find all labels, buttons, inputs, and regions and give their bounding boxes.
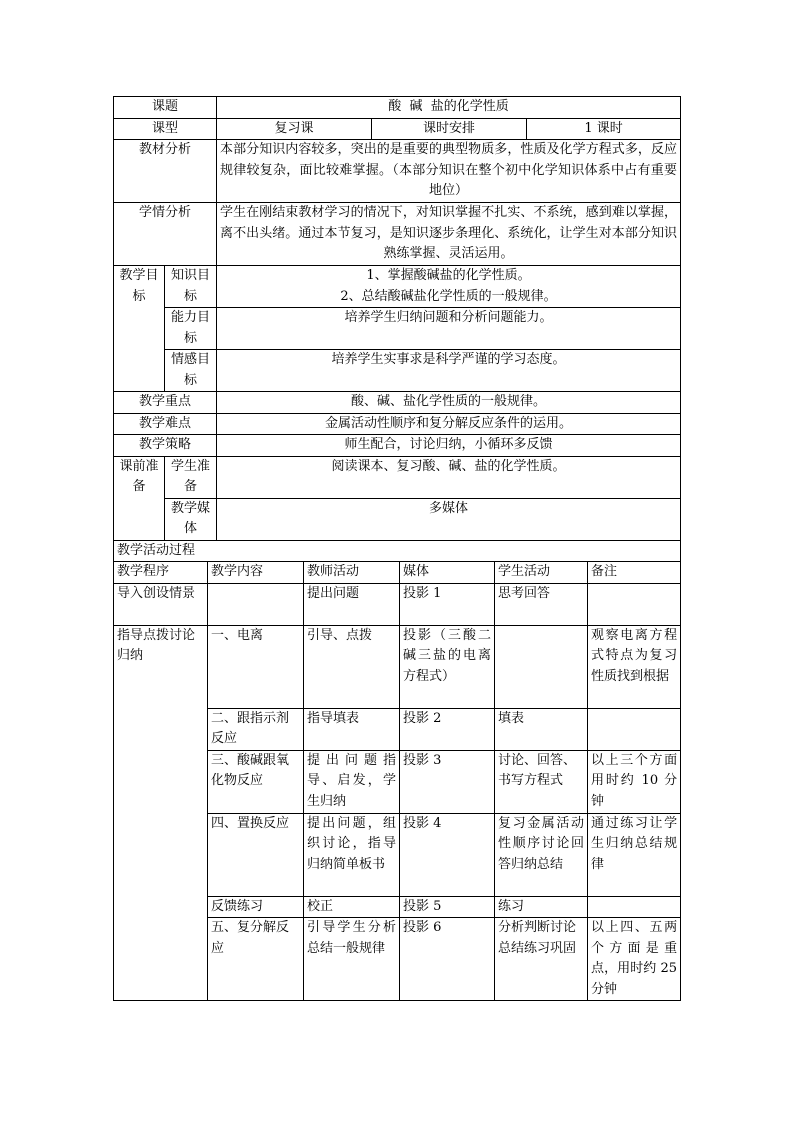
- ability-label: 能力目标: [165, 308, 217, 350]
- header-program: 教学程序: [114, 562, 208, 584]
- row-teacher: 提出问题指导、启发，学生归纳: [304, 750, 400, 813]
- students-label: 学情分析: [114, 203, 217, 266]
- process-table: [113, 540, 681, 1002]
- knowledge-value: [217, 266, 681, 308]
- header-media: 媒体: [400, 562, 495, 584]
- row-teacher: 引导、点拨: [304, 625, 400, 708]
- textbook-label: 教材分析: [114, 140, 217, 203]
- row-teacher: 指导填表: [304, 708, 400, 750]
- process-title-row: [114, 540, 681, 562]
- table-row: [114, 583, 681, 625]
- row-teacher: 校正: [304, 896, 400, 918]
- row-note: [588, 583, 681, 625]
- table-row: [114, 625, 681, 708]
- student-prep-value: 阅读课本、复习酸、碱、盐的化学性质。: [217, 456, 681, 498]
- difficulty-label: 教学难点: [114, 413, 217, 435]
- row-media: 投影 3: [400, 750, 495, 813]
- ability-value: 培养学生归纳问题和分析问题能力。: [217, 308, 681, 350]
- lesson-plan-page: [113, 96, 680, 1001]
- key-value: 酸、碱、盐化学性质的一般规律。: [217, 392, 681, 414]
- row-content: 四、置换反应: [208, 813, 304, 896]
- row-content: 三、酸碱跟氧化物反应: [208, 750, 304, 813]
- teaching-media-row: [114, 498, 681, 540]
- row-note: [588, 896, 681, 918]
- process-title: 教学活动过程: [114, 540, 681, 562]
- knowledge-line-1: 1、掌握酸碱盐的化学性质。: [366, 268, 531, 283]
- strategy-value: 师生配合，讨论归纳，小循环多反馈: [217, 435, 681, 457]
- type-value: 复习课: [217, 118, 372, 140]
- difficulty-value: 金属活动性顺序和复分解反应条件的运用。: [217, 413, 681, 435]
- header-teacher: 教师活动: [304, 562, 400, 584]
- row-student: 思考回答: [495, 583, 588, 625]
- row-program: 指导点拨讨论归纳: [114, 625, 208, 1001]
- row-student: 复习金属活动性顺序讨论回答归纳总结: [495, 813, 588, 896]
- process-header-row: [114, 562, 681, 584]
- header-content: 教学内容: [208, 562, 304, 584]
- type-row: [114, 118, 681, 140]
- row-student: [495, 625, 588, 708]
- row-media: 投影 2: [400, 708, 495, 750]
- row-content: 五、复分解反应: [208, 918, 304, 1001]
- row-content: 二、跟指示剂反应: [208, 708, 304, 750]
- header-student: 学生活动: [495, 562, 588, 584]
- row-media: 投影（三酸二碱三盐的电离方程式）: [400, 625, 495, 708]
- topic-value: 酸 碱 盐的化学性质: [217, 97, 681, 119]
- students-row: [114, 203, 681, 266]
- textbook-value: 本部分知识内容较多，突出的是重要的典型物质多，性质及化学方程式多，反应规律较复杂，面比较难掌握。（本部分知识在整个初中化学知识体系中占有重要地位）: [217, 140, 681, 203]
- strategy-label: 教学策略: [114, 435, 217, 457]
- row-media: 投影 5: [400, 896, 495, 918]
- student-prep-label: 学生准备: [165, 456, 217, 498]
- knowledge-label: 知识目标: [165, 266, 217, 308]
- row-note: [588, 708, 681, 750]
- knowledge-line-2: 2、总结酸碱盐化学性质的一般规律。: [340, 288, 557, 304]
- row-note: 以上三个方面用时约 10 分钟: [588, 750, 681, 813]
- emotion-value: 培养学生实事求是科学严谨的学习态度。: [217, 350, 681, 392]
- type-label: 课型: [114, 118, 217, 140]
- strategy-row: [114, 435, 681, 457]
- goals-label: 教学目标: [114, 266, 165, 392]
- row-student: 分析判断讨论总结练习巩固: [495, 918, 588, 1001]
- textbook-row: [114, 140, 681, 203]
- row-content: 反馈练习: [208, 896, 304, 918]
- row-media: 投影 1: [400, 583, 495, 625]
- key-label: 教学重点: [114, 392, 217, 414]
- row-media: 投影 6: [400, 918, 495, 1001]
- row-note: 观察电离方程式特点为复习性质找到根据: [588, 625, 681, 708]
- row-student: 填表: [495, 708, 588, 750]
- emotion-label: 情感目标: [165, 350, 217, 392]
- schedule-label: 课时安排: [372, 118, 527, 140]
- row-teacher: 引导学生分析总结一般规律: [304, 918, 400, 1001]
- key-point-row: [114, 392, 681, 414]
- students-value: 学生在刚结束教材学习的情况下，对知识掌握不扎实、不系统，感到难以掌握，离不出头绪。通过本节复习，是知识逐步条理化、系统化，让学生对本部分知识熟练掌握、灵活运用。: [217, 203, 681, 266]
- header-note: 备注: [588, 562, 681, 584]
- difficulty-row: [114, 413, 681, 435]
- knowledge-goal-row: [114, 266, 681, 308]
- topic-label: 课题: [114, 97, 217, 119]
- ability-goal-row: [114, 308, 681, 350]
- row-student: 讨论、回答、书写方程式: [495, 750, 588, 813]
- lesson-info-table: [113, 96, 681, 541]
- row-note: 通过练习让学生归纳总结规律: [588, 813, 681, 896]
- schedule-value: 1 课时: [527, 118, 681, 140]
- row-teacher: 提出问题: [304, 583, 400, 625]
- row-student: 练习: [495, 896, 588, 918]
- student-prep-row: [114, 456, 681, 498]
- row-note: 以上四、五两个方面是重点，用时约 25 分钟: [588, 918, 681, 1001]
- prep-label: 课前准备: [114, 456, 165, 540]
- row-media: 投影 4: [400, 813, 495, 896]
- teaching-media-value: 多媒体: [217, 498, 681, 540]
- row-content: [208, 583, 304, 625]
- topic-row: [114, 97, 681, 119]
- row-content: 一、电离: [208, 625, 304, 708]
- emotion-goal-row: [114, 350, 681, 392]
- teaching-media-label: 教学媒体: [165, 498, 217, 540]
- row-program: 导入创设情景: [114, 583, 208, 625]
- row-teacher: 提出问题，组织讨论，指导归纳简单板书: [304, 813, 400, 896]
